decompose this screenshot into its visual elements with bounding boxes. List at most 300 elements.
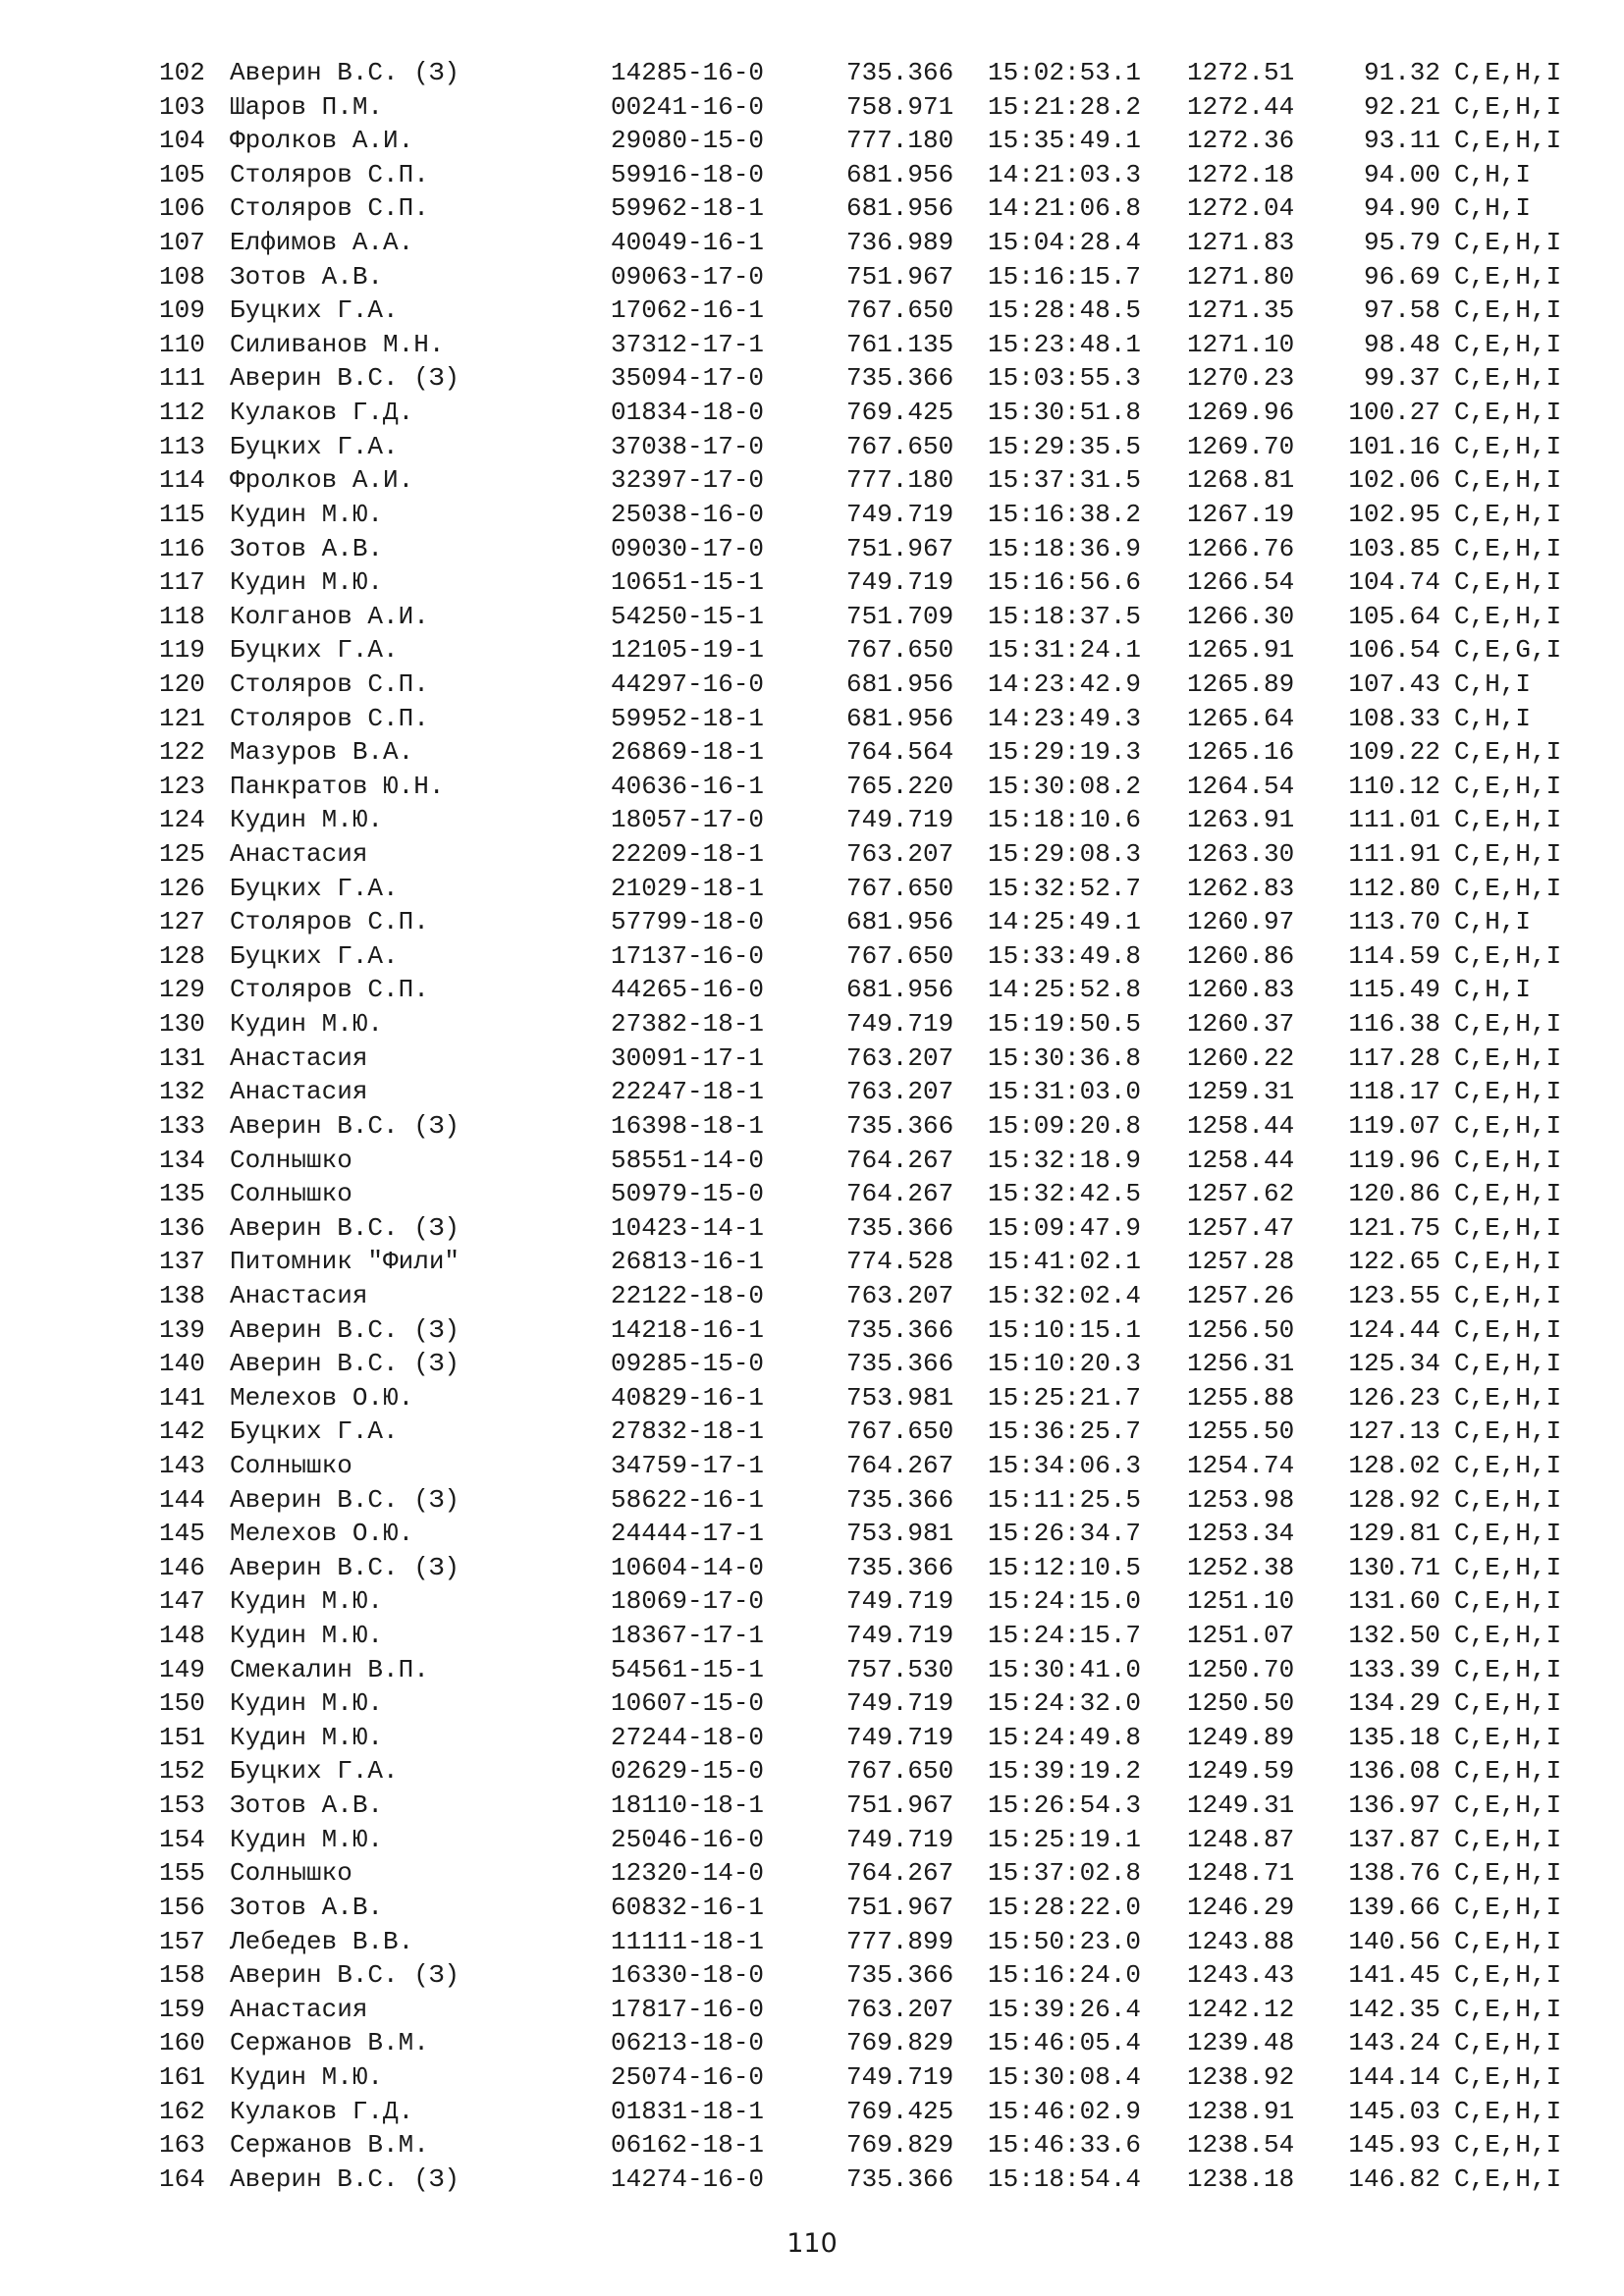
distance: 749.719 xyxy=(846,1722,954,1752)
distance: 767.650 xyxy=(846,1416,954,1447)
row-number: 158 xyxy=(159,1960,205,1991)
flags: C,E,H,I xyxy=(1454,431,1562,461)
ring-number: 40049-16-1 xyxy=(611,228,765,258)
fancier-name: Фролков А.И. xyxy=(230,126,414,156)
speed: 1266.54 xyxy=(1187,567,1295,598)
coefficient: 128.92 xyxy=(1348,1484,1440,1515)
fancier-name: Солнышко xyxy=(230,1858,352,1889)
coefficient: 91.32 xyxy=(1363,58,1440,87)
ring-number: 02629-15-0 xyxy=(611,1756,765,1787)
row-number: 118 xyxy=(159,601,205,631)
distance: 681.956 xyxy=(846,668,954,699)
ring-number: 18110-18-1 xyxy=(611,1790,765,1821)
flags: C,E,H,I xyxy=(1454,1926,1562,1956)
flags: C,E,H,I xyxy=(1454,1586,1562,1617)
speed: 1242.12 xyxy=(1187,1994,1295,2024)
flags: C,E,H,I xyxy=(1454,1145,1562,1175)
ring-number: 17137-16-0 xyxy=(611,940,765,971)
flags: C,E,H,I xyxy=(1454,91,1562,122)
speed: 1256.50 xyxy=(1187,1314,1295,1345)
distance: 749.719 xyxy=(846,2061,954,2092)
ring-number: 40636-16-1 xyxy=(611,771,765,801)
ring-number: 58551-14-0 xyxy=(611,1145,765,1175)
row-number: 115 xyxy=(159,499,205,529)
flags: C,E,G,I xyxy=(1454,635,1562,666)
distance: 735.366 xyxy=(846,58,954,87)
ring-number: 59952-18-1 xyxy=(611,703,765,733)
distance: 735.366 xyxy=(846,363,954,394)
flags: C,H,I xyxy=(1454,193,1532,224)
ring-number: 14285-16-0 xyxy=(611,58,765,87)
arrival-time: 15:16:56.6 xyxy=(988,567,1142,598)
arrival-time: 15:36:25.7 xyxy=(988,1416,1142,1447)
ring-number: 27382-18-1 xyxy=(611,1009,765,1040)
ring-number: 40829-16-1 xyxy=(611,1382,765,1413)
coefficient: 125.34 xyxy=(1348,1349,1440,1379)
row-number: 144 xyxy=(159,1484,205,1515)
speed: 1272.36 xyxy=(1187,126,1295,156)
fancier-name: Мелехов О.Ю. xyxy=(230,1382,414,1413)
arrival-time: 15:31:03.0 xyxy=(988,1077,1142,1107)
row-number: 106 xyxy=(159,193,205,224)
fancier-name: Анастасия xyxy=(230,1042,368,1073)
coefficient: 143.24 xyxy=(1348,2028,1440,2058)
arrival-time: 15:29:35.5 xyxy=(988,431,1142,461)
distance: 736.989 xyxy=(846,228,954,258)
distance: 767.650 xyxy=(846,1756,954,1787)
ring-number: 09285-15-0 xyxy=(611,1349,765,1379)
flags: C,E,H,I xyxy=(1454,261,1562,292)
fancier-name: Аверин В.С. (З) xyxy=(230,1314,460,1345)
row-number: 163 xyxy=(159,2130,205,2161)
flags: C,E,H,I xyxy=(1454,839,1562,870)
flags: C,E,H,I xyxy=(1454,1960,1562,1991)
ring-number: 60832-16-1 xyxy=(611,1892,765,1922)
ring-number: 32397-17-0 xyxy=(611,465,765,496)
ring-number: 34759-17-1 xyxy=(611,1450,765,1480)
speed: 1250.70 xyxy=(1187,1654,1295,1684)
distance: 735.366 xyxy=(846,1552,954,1582)
flags: C,E,H,I xyxy=(1454,126,1562,156)
speed: 1263.91 xyxy=(1187,805,1295,835)
speed: 1257.28 xyxy=(1187,1247,1295,1277)
coefficient: 135.18 xyxy=(1348,1722,1440,1752)
row-number: 114 xyxy=(159,465,205,496)
ring-number: 59962-18-1 xyxy=(611,193,765,224)
row-number: 145 xyxy=(159,1519,205,1549)
speed: 1260.83 xyxy=(1187,975,1295,1005)
arrival-time: 15:16:15.7 xyxy=(988,261,1142,292)
speed: 1258.44 xyxy=(1187,1145,1295,1175)
ring-number: 17817-16-0 xyxy=(611,1994,765,2024)
speed: 1238.54 xyxy=(1187,2130,1295,2161)
row-number: 140 xyxy=(159,1349,205,1379)
fancier-name: Кудин М.Ю. xyxy=(230,1722,384,1752)
distance: 735.366 xyxy=(846,2163,954,2194)
coefficient: 109.22 xyxy=(1348,737,1440,768)
arrival-time: 15:16:24.0 xyxy=(988,1960,1142,1991)
flags: C,E,H,I xyxy=(1454,1654,1562,1684)
speed: 1260.22 xyxy=(1187,1042,1295,1073)
fancier-name: Солнышко xyxy=(230,1179,352,1209)
fancier-name: Столяров С.П. xyxy=(230,907,429,937)
arrival-time: 15:11:25.5 xyxy=(988,1484,1142,1515)
distance: 749.719 xyxy=(846,1688,954,1719)
row-number: 153 xyxy=(159,1790,205,1821)
coefficient: 99.37 xyxy=(1363,363,1440,394)
row-number: 155 xyxy=(159,1858,205,1889)
arrival-time: 15:26:34.7 xyxy=(988,1519,1142,1549)
flags: C,H,I xyxy=(1454,975,1532,1005)
distance: 681.956 xyxy=(846,159,954,189)
fancier-name: Кудин М.Ю. xyxy=(230,2061,384,2092)
row-number: 111 xyxy=(159,363,205,394)
speed: 1267.19 xyxy=(1187,499,1295,529)
arrival-time: 15:35:49.1 xyxy=(988,126,1142,156)
distance: 735.366 xyxy=(846,1110,954,1141)
row-number: 112 xyxy=(159,398,205,428)
arrival-time: 15:23:48.1 xyxy=(988,329,1142,359)
ring-number: 50979-15-0 xyxy=(611,1179,765,1209)
arrival-time: 14:21:03.3 xyxy=(988,159,1142,189)
row-number: 131 xyxy=(159,1042,205,1073)
speed: 1253.34 xyxy=(1187,1519,1295,1549)
arrival-time: 15:28:22.0 xyxy=(988,1892,1142,1922)
speed: 1238.91 xyxy=(1187,2096,1295,2126)
row-number: 146 xyxy=(159,1552,205,1582)
ring-number: 16398-18-1 xyxy=(611,1110,765,1141)
coefficient: 114.59 xyxy=(1348,940,1440,971)
coefficient: 137.87 xyxy=(1348,1824,1440,1854)
speed: 1272.04 xyxy=(1187,193,1295,224)
flags: C,E,H,I xyxy=(1454,1824,1562,1854)
flags: C,E,H,I xyxy=(1454,1042,1562,1073)
ring-number: 10651-15-1 xyxy=(611,567,765,598)
speed: 1251.10 xyxy=(1187,1586,1295,1617)
speed: 1255.88 xyxy=(1187,1382,1295,1413)
flags: C,E,H,I xyxy=(1454,737,1562,768)
row-number: 148 xyxy=(159,1621,205,1651)
coefficient: 126.23 xyxy=(1348,1382,1440,1413)
arrival-time: 15:29:19.3 xyxy=(988,737,1142,768)
fancier-name: Панкратов Ю.Н. xyxy=(230,771,445,801)
fancier-name: Кудин М.Ю. xyxy=(230,805,384,835)
speed: 1269.96 xyxy=(1187,398,1295,428)
distance: 764.564 xyxy=(846,737,954,768)
distance: 753.981 xyxy=(846,1382,954,1413)
coefficient: 111.01 xyxy=(1348,805,1440,835)
ring-number: 59916-18-0 xyxy=(611,159,765,189)
coefficient: 129.81 xyxy=(1348,1519,1440,1549)
flags: C,E,H,I xyxy=(1454,2096,1562,2126)
fancier-name: Анастасия xyxy=(230,1280,368,1310)
arrival-time: 15:32:52.7 xyxy=(988,873,1142,903)
ring-number: 01831-18-1 xyxy=(611,2096,765,2126)
arrival-time: 15:09:47.9 xyxy=(988,1212,1142,1243)
row-number: 136 xyxy=(159,1212,205,1243)
distance: 751.967 xyxy=(846,1790,954,1821)
distance: 751.967 xyxy=(846,1892,954,1922)
distance: 767.650 xyxy=(846,873,954,903)
coefficient: 123.55 xyxy=(1348,1280,1440,1310)
speed: 1256.31 xyxy=(1187,1349,1295,1379)
fancier-name: Силиванов М.Н. xyxy=(230,329,445,359)
distance: 769.425 xyxy=(846,2096,954,2126)
flags: C,E,H,I xyxy=(1454,1892,1562,1922)
flags: C,E,H,I xyxy=(1454,363,1562,394)
fancier-name: Буцких Г.А. xyxy=(230,940,399,971)
distance: 758.971 xyxy=(846,91,954,122)
ring-number: 44265-16-0 xyxy=(611,975,765,1005)
coefficient: 140.56 xyxy=(1348,1926,1440,1956)
speed: 1257.47 xyxy=(1187,1212,1295,1243)
ring-number: 25038-16-0 xyxy=(611,499,765,529)
speed: 1243.43 xyxy=(1187,1960,1295,1991)
flags: C,E,H,I xyxy=(1454,1077,1562,1107)
coefficient: 96.69 xyxy=(1363,261,1440,292)
distance: 761.135 xyxy=(846,329,954,359)
distance: 767.650 xyxy=(846,295,954,326)
speed: 1269.70 xyxy=(1187,431,1295,461)
flags: C,E,H,I xyxy=(1454,2130,1562,2161)
coefficient: 136.08 xyxy=(1348,1756,1440,1787)
distance: 777.180 xyxy=(846,465,954,496)
coefficient: 142.35 xyxy=(1348,1994,1440,2024)
coefficient: 95.79 xyxy=(1363,228,1440,258)
fancier-name: Буцких Г.А. xyxy=(230,873,399,903)
speed: 1246.29 xyxy=(1187,1892,1295,1922)
flags: C,E,H,I xyxy=(1454,465,1562,496)
distance: 751.967 xyxy=(846,261,954,292)
speed: 1262.83 xyxy=(1187,873,1295,903)
fancier-name: Зотов А.В. xyxy=(230,533,384,563)
ring-number: 09030-17-0 xyxy=(611,533,765,563)
ring-number: 00241-16-0 xyxy=(611,91,765,122)
coefficient: 94.90 xyxy=(1363,193,1440,224)
ring-number: 54250-15-1 xyxy=(611,601,765,631)
speed: 1258.44 xyxy=(1187,1110,1295,1141)
row-number: 143 xyxy=(159,1450,205,1480)
fancier-name: Аверин В.С. (З) xyxy=(230,1484,460,1515)
speed: 1266.76 xyxy=(1187,533,1295,563)
distance: 763.207 xyxy=(846,1994,954,2024)
speed: 1265.16 xyxy=(1187,737,1295,768)
coefficient: 119.96 xyxy=(1348,1145,1440,1175)
speed: 1271.80 xyxy=(1187,261,1295,292)
fancier-name: Мелехов О.Ю. xyxy=(230,1519,414,1549)
row-number: 116 xyxy=(159,533,205,563)
distance: 749.719 xyxy=(846,1621,954,1651)
distance: 764.267 xyxy=(846,1145,954,1175)
flags: C,H,I xyxy=(1454,703,1532,733)
row-number: 159 xyxy=(159,1994,205,2024)
row-number: 119 xyxy=(159,635,205,666)
row-number: 123 xyxy=(159,771,205,801)
ring-number: 01834-18-0 xyxy=(611,398,765,428)
flags: C,E,H,I xyxy=(1454,533,1562,563)
distance: 749.719 xyxy=(846,499,954,529)
fancier-name: Анастасия xyxy=(230,839,368,870)
arrival-time: 15:29:08.3 xyxy=(988,839,1142,870)
flags: C,E,H,I xyxy=(1454,771,1562,801)
fancier-name: Солнышко xyxy=(230,1450,352,1480)
distance: 681.956 xyxy=(846,975,954,1005)
flags: C,E,H,I xyxy=(1454,1756,1562,1787)
arrival-time: 14:25:49.1 xyxy=(988,907,1142,937)
flags: C,E,H,I xyxy=(1454,940,1562,971)
arrival-time: 15:46:05.4 xyxy=(988,2028,1142,2058)
distance: 749.719 xyxy=(846,1009,954,1040)
fancier-name: Столяров С.П. xyxy=(230,975,429,1005)
ring-number: 22247-18-1 xyxy=(611,1077,765,1107)
flags: C,E,H,I xyxy=(1454,2163,1562,2194)
arrival-time: 14:23:42.9 xyxy=(988,668,1142,699)
page-number: 110 xyxy=(786,2228,838,2259)
flags: C,H,I xyxy=(1454,907,1532,937)
arrival-time: 15:34:06.3 xyxy=(988,1450,1142,1480)
flags: C,E,H,I xyxy=(1454,1416,1562,1447)
arrival-time: 15:30:08.4 xyxy=(988,2061,1142,2092)
arrival-time: 15:32:02.4 xyxy=(988,1280,1142,1310)
distance: 735.366 xyxy=(846,1960,954,1991)
arrival-time: 15:31:24.1 xyxy=(988,635,1142,666)
distance: 767.650 xyxy=(846,940,954,971)
arrival-time: 14:23:49.3 xyxy=(988,703,1142,733)
flags: C,H,I xyxy=(1454,159,1532,189)
distance: 764.267 xyxy=(846,1858,954,1889)
row-number: 113 xyxy=(159,431,205,461)
arrival-time: 15:30:36.8 xyxy=(988,1042,1142,1073)
ring-number: 54561-15-1 xyxy=(611,1654,765,1684)
ring-number: 17062-16-1 xyxy=(611,295,765,326)
row-number: 132 xyxy=(159,1077,205,1107)
distance: 764.267 xyxy=(846,1450,954,1480)
distance: 769.829 xyxy=(846,2028,954,2058)
coefficient: 124.44 xyxy=(1348,1314,1440,1345)
arrival-time: 15:24:32.0 xyxy=(988,1688,1142,1719)
arrival-time: 15:03:55.3 xyxy=(988,363,1142,394)
coefficient: 106.54 xyxy=(1348,635,1440,666)
arrival-time: 15:28:48.5 xyxy=(988,295,1142,326)
fancier-name: Столяров С.П. xyxy=(230,668,429,699)
flags: C,E,H,I xyxy=(1454,1858,1562,1889)
arrival-time: 15:37:02.8 xyxy=(988,1858,1142,1889)
speed: 1260.97 xyxy=(1187,907,1295,937)
fancier-name: Кулаков Г.Д. xyxy=(230,398,414,428)
row-number: 110 xyxy=(159,329,205,359)
row-number: 108 xyxy=(159,261,205,292)
coefficient: 136.97 xyxy=(1348,1790,1440,1821)
flags: C,E,H,I xyxy=(1454,1722,1562,1752)
arrival-time: 15:10:20.3 xyxy=(988,1349,1142,1379)
flags: C,E,H,I xyxy=(1454,1179,1562,1209)
row-number: 141 xyxy=(159,1382,205,1413)
flags: C,E,H,I xyxy=(1454,873,1562,903)
arrival-time: 15:18:54.4 xyxy=(988,2163,1142,2194)
distance: 757.530 xyxy=(846,1654,954,1684)
coefficient: 107.43 xyxy=(1348,668,1440,699)
ring-number: 09063-17-0 xyxy=(611,261,765,292)
fancier-name: Сержанов В.М. xyxy=(230,2130,429,2161)
speed: 1238.18 xyxy=(1187,2163,1295,2194)
coefficient: 108.33 xyxy=(1348,703,1440,733)
coefficient: 128.02 xyxy=(1348,1450,1440,1480)
speed: 1272.44 xyxy=(1187,91,1295,122)
flags: C,E,H,I xyxy=(1454,1009,1562,1040)
speed: 1265.89 xyxy=(1187,668,1295,699)
coefficient: 100.27 xyxy=(1348,398,1440,428)
row-number: 134 xyxy=(159,1145,205,1175)
distance: 735.366 xyxy=(846,1314,954,1345)
row-number: 105 xyxy=(159,159,205,189)
fancier-name: Зотов А.В. xyxy=(230,261,384,292)
distance: 777.180 xyxy=(846,126,954,156)
coefficient: 133.39 xyxy=(1348,1654,1440,1684)
fancier-name: Сержанов В.М. xyxy=(230,2028,429,2058)
ring-number: 12320-14-0 xyxy=(611,1858,765,1889)
coefficient: 94.00 xyxy=(1363,159,1440,189)
flags: C,E,H,I xyxy=(1454,2028,1562,2058)
flags: C,E,H,I xyxy=(1454,805,1562,835)
arrival-time: 15:24:15.0 xyxy=(988,1586,1142,1617)
ring-number: 14218-16-1 xyxy=(611,1314,765,1345)
fancier-name: Аверин В.С. (З) xyxy=(230,1552,460,1582)
ring-number: 27832-18-1 xyxy=(611,1416,765,1447)
flags: C,E,H,I xyxy=(1454,2061,1562,2092)
coefficient: 122.65 xyxy=(1348,1247,1440,1277)
distance: 774.528 xyxy=(846,1247,954,1277)
distance: 681.956 xyxy=(846,193,954,224)
arrival-time: 15:21:28.2 xyxy=(988,91,1142,122)
fancier-name: Аверин В.С. (З) xyxy=(230,58,460,87)
distance: 681.956 xyxy=(846,907,954,937)
arrival-time: 15:32:18.9 xyxy=(988,1145,1142,1175)
arrival-time: 15:33:49.8 xyxy=(988,940,1142,971)
distance: 763.207 xyxy=(846,839,954,870)
fancier-name: Елфимов А.А. xyxy=(230,228,414,258)
arrival-time: 15:46:02.9 xyxy=(988,2096,1142,2126)
ring-number: 44297-16-0 xyxy=(611,668,765,699)
row-number: 150 xyxy=(159,1688,205,1719)
flags: C,E,H,I xyxy=(1454,1519,1562,1549)
row-number: 109 xyxy=(159,295,205,326)
fancier-name: Буцких Г.А. xyxy=(230,431,399,461)
arrival-time: 15:24:15.7 xyxy=(988,1621,1142,1651)
fancier-name: Кудин М.Ю. xyxy=(230,1621,384,1651)
ring-number: 10604-14-0 xyxy=(611,1552,765,1582)
fancier-name: Аверин В.С. (З) xyxy=(230,363,460,394)
distance: 777.899 xyxy=(846,1926,954,1956)
distance: 681.956 xyxy=(846,703,954,733)
arrival-time: 15:19:50.5 xyxy=(988,1009,1142,1040)
arrival-time: 15:25:19.1 xyxy=(988,1824,1142,1854)
distance: 753.981 xyxy=(846,1519,954,1549)
fancier-name: Буцких Г.А. xyxy=(230,1416,399,1447)
arrival-time: 15:24:49.8 xyxy=(988,1722,1142,1752)
speed: 1239.48 xyxy=(1187,2028,1295,2058)
row-number: 102 xyxy=(159,58,205,87)
arrival-time: 15:30:51.8 xyxy=(988,398,1142,428)
coefficient: 119.07 xyxy=(1348,1110,1440,1141)
distance: 764.267 xyxy=(846,1179,954,1209)
coefficient: 117.28 xyxy=(1348,1042,1440,1073)
fancier-name: Зотов А.В. xyxy=(230,1790,384,1821)
speed: 1251.07 xyxy=(1187,1621,1295,1651)
fancier-name: Мазуров В.А. xyxy=(230,737,414,768)
row-number: 139 xyxy=(159,1314,205,1345)
fancier-name: Аверин В.С. (З) xyxy=(230,1110,460,1141)
distance: 769.829 xyxy=(846,2130,954,2161)
